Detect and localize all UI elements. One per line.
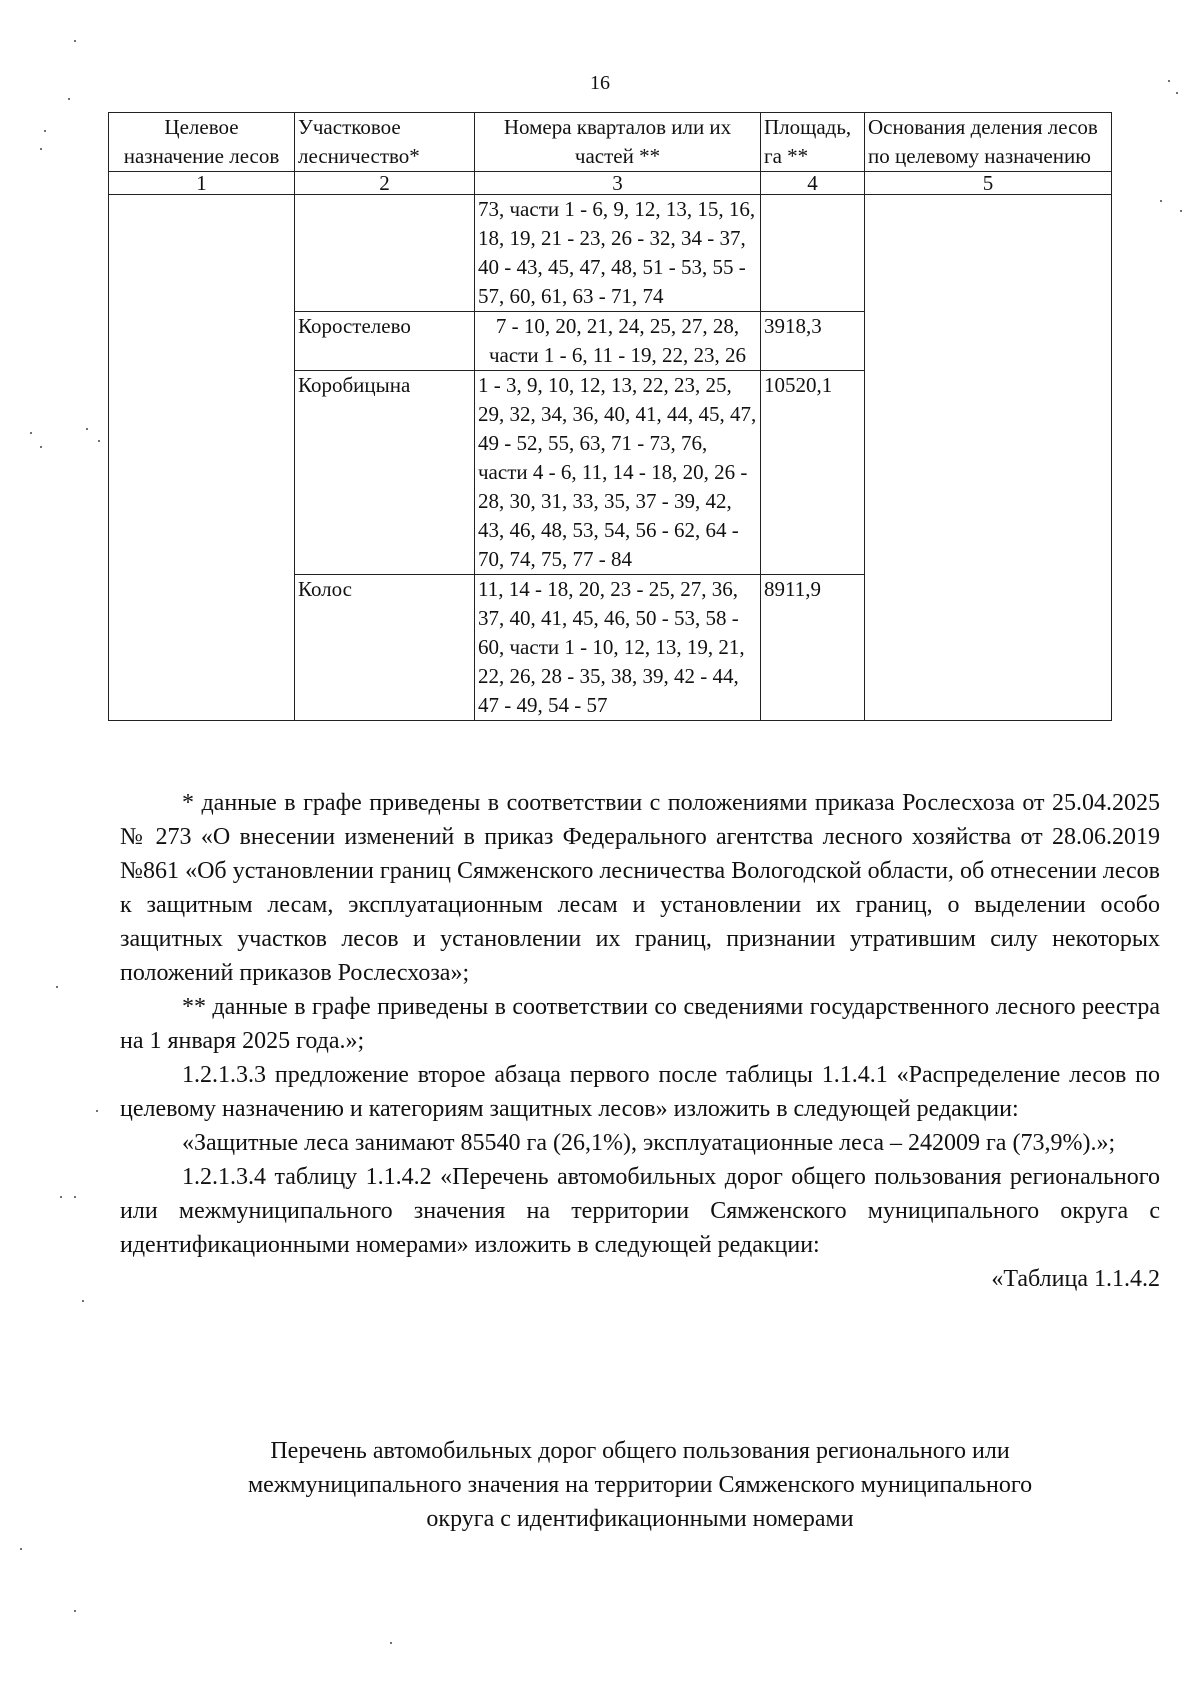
header-area: Площадь, га **: [761, 113, 865, 172]
header-basis: Основания деления лесов по целевому назначению: [865, 113, 1112, 172]
column-number: 5: [865, 172, 1112, 195]
quarters-cell: 1 - 3, 9, 10, 12, 13, 22, 23, 25, 29, 32, 34, 36, 40, 41, 44, 45, 47, 49 - 52, 55, 63, 71 - 73, 76, части 4 - 6, 11, 14 - 18, 20, 26 - 28, 30, 31, 33, 35, 37 - 39, 42, 43, 46, 48, 53, 54, 56 - 62, 64 - 70, 74, 75, 77 - 84: [475, 371, 761, 575]
paragraph-1-2-1-3-4: 1.2.1.3.4 таблицу 1.1.4.2 «Перечень автомобильных дорог общего пользования регионального или межмуниципального значения на территории Сямженского муниципального округа с идентификационными номерами» изложить в следующей редакции:: [120, 1164, 1160, 1258]
column-number: 1: [109, 172, 295, 195]
column-number: 2: [295, 172, 475, 195]
quarters-cell: 11, 14 - 18, 20, 23 - 25, 27, 36, 37, 40, 41, 45, 46, 50 - 53, 58 - 60, части 1 - 10, 12, 13, 19, 21, 22, 26, 28 - 35, 38, 39, 42 - 44, 47 - 49, 54 - 57: [475, 575, 761, 721]
table-reference: «Таблица 1.1.4.2: [991, 1266, 1160, 1292]
header-quarters: Номера кварталов или их частей **: [475, 113, 761, 172]
area-cell: 8911,9: [761, 575, 865, 721]
table-title-line: межмуниципального значения на территории Сямженского муниципального: [247, 1472, 1033, 1498]
column-number: 4: [761, 172, 865, 195]
table-header-row: [109, 113, 1112, 172]
district-cell: [295, 195, 475, 312]
area-cell: 3918,3: [761, 312, 865, 371]
purpose-cell: [109, 195, 295, 721]
page-number: 16: [590, 72, 610, 94]
quarters-cell: 73, части 1 - 6, 9, 12, 13, 15, 16, 18, 19, 21 - 23, 26 - 32, 34 - 37, 40 - 43, 45, 47, 48, 51 - 53, 55 - 57, 60, 61, 63 - 71, 74: [475, 195, 761, 312]
area-cell: [761, 195, 865, 312]
paragraph-protective-forests: «Защитные леса занимают 85540 га (26,1%), эксплуатационные леса – 242009 га (73,9%).»;: [182, 1130, 1116, 1156]
table-title: [160, 1434, 1120, 1536]
body-text: [120, 786, 1160, 1296]
basis-cell: [865, 195, 1112, 721]
footnote-1: * данные в графе приведены в соответствии с положениями приказа Рослесхоза от 25.04.2025 № 273 «О внесении изменений в приказ Федерального агентства лесного хозяйства от 28.06.2019 №861 «Об установлении границ Сямженского лесничества Вологодской области, об отнесении лесов к защитным лесам, эксплуатационным лесам и установлении их границ, о выделении особо защитных участков лесов и установлении их границ, признании утратившим силу некоторых положений приказов Рослесхоза»;: [120, 790, 1160, 986]
header-district: Участковое лесничество*: [295, 113, 475, 172]
quarters-cell: 7 - 10, 20, 21, 24, 25, 27, 28, части 1 - 6, 11 - 19, 22, 23, 26: [475, 312, 761, 371]
table-title-line: Перечень автомобильных дорог общего пользования регионального или: [270, 1438, 1010, 1464]
district-cell: Коростелево: [295, 312, 475, 371]
area-cell: 10520,1: [761, 371, 865, 575]
forest-purpose-table: [108, 112, 1112, 721]
header-purpose: Целевое назначение лесов: [109, 113, 295, 172]
column-number-row: [109, 172, 1112, 195]
footnote-2: ** данные в графе приведены в соответствии со сведениями государственного лесного реестра на 1 января 2025 года.»;: [120, 994, 1160, 1054]
table-title-line: округа с идентификационными номерами: [426, 1506, 854, 1532]
district-cell: Колос: [295, 575, 475, 721]
paragraph-1-2-1-3-3: 1.2.1.3.3 предложение второе абзаца первого после таблицы 1.1.4.1 «Распределение лесов по целевому назначению и категориям защитных лесов» изложить в следующей редакции:: [120, 1062, 1160, 1122]
column-number: 3: [475, 172, 761, 195]
table-row: [109, 195, 1112, 312]
district-cell: Коробицына: [295, 371, 475, 575]
